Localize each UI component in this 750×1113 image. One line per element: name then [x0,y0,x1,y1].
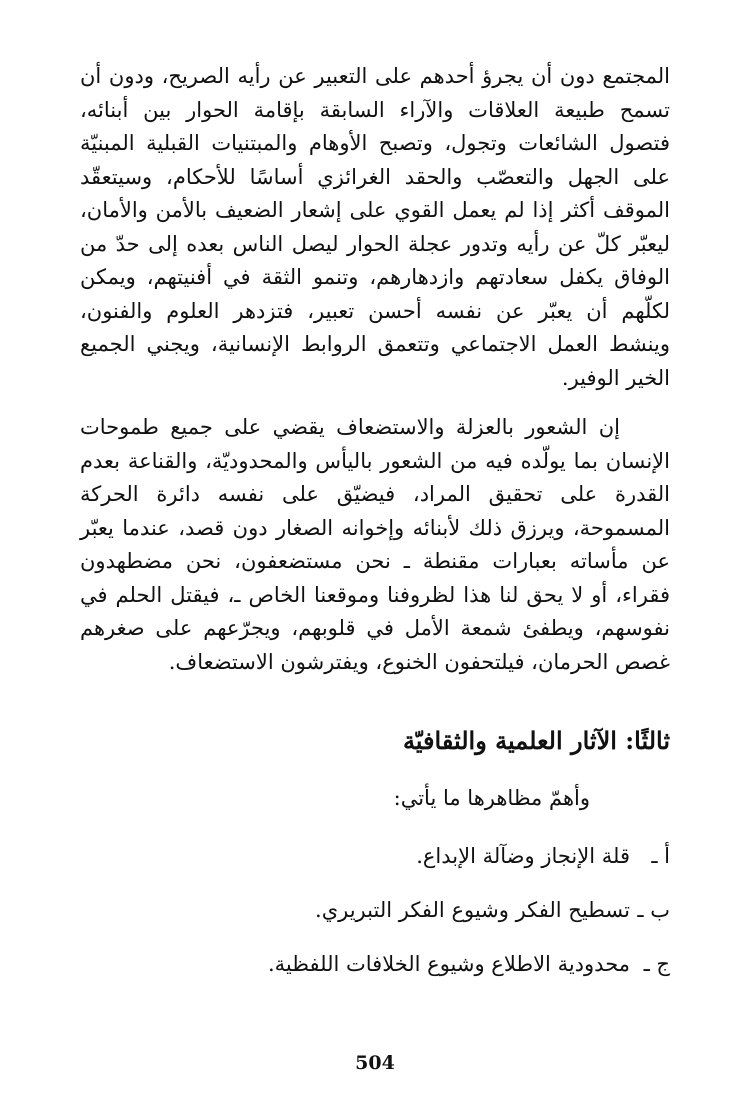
list-item-text: محدودية الاطلاع وشيوع الخلافات اللفظية. [268,952,630,976]
list-marker: ب ـ [637,898,670,922]
list-intro: وأهمّ مظاهرها ما يأتي: [393,786,590,810]
list-item [80,883,670,937]
list-item [80,829,670,883]
page-content [80,60,670,991]
effects-list [80,829,670,991]
list-item-text: تسطيح الفكر وشيوع الفكر التبريري. [315,898,630,922]
section-heading: ثالثًا: الآثار العلمية والثقافيّة [402,726,670,755]
page-number: 504 [355,1052,395,1074]
list-marker: ج ـ [643,952,670,976]
body-paragraph-1: المجتمع دون أن يجرؤ أحدهم على التعبير عن رأيه الصريح، ودون أن تسمح طبيعة العلاقات والآراء السابقة بإقامة الحوار بين أبنائه، فتصول الشائعات وتجول، وتصبح الأوهام والمبتنيات القبلية المبنيّة على الجهل والتعصّب والحقد الغرائزي أساسًا للأحكام، وسيتعقّد الموقف أكثر إذا لم يعمل القوي على إشعار الضعيف بالأمن والأمان، ليعبّر كلّ عن رأيه وتدور عجلة الحوار ليصل الناس بعده إلى حدّ من الوفاق يكفل سعادتهم وازدهارهم، وتنمو الثقة في أفنيتهم، ويمكن لكلّهم أن يعبّر عن نفسه أحسن تعبير، فتزدهر العلوم والفنون، وينشط العمل الاجتماعي وتتعمق الروابط الإنسانية، ويجني الجميع الخير الوفير. [80,64,670,390]
body-paragraph-2: إن الشعور بالعزلة والاستضعاف يقضي على جميع طموحات الإنسان بما يولّده فيه من الشعور باليأس والمحدوديّة، والقناعة بعدم القدرة على تحقيق المراد، فيضيّق على نفسه دائرة الحركة المسموحة، ويرزق ذلك لأبنائه وإخوانه الصغار دون قصد، عندما يعبّر عن مأساته بعبارات مقنطة ـ نحن مستضعفون، نحن مضطهدون فقراء، أو لا يحق لنا هذا لظروفنا وموقعنا الخاص ـ، فيقتل الحلم في نفوسهم، ويطفئ شمعة الأمل في قلوبهم، ويجرّعهم على صغرهم غصص الحرمان، فيلتحفون الخنوع، ويفترشون الاستضعاف. [80,415,670,674]
list-item [80,937,670,991]
list-marker: أ ـ [651,844,670,868]
list-item-text: قلة الإنجاز وضآلة الإبداع. [416,844,630,868]
